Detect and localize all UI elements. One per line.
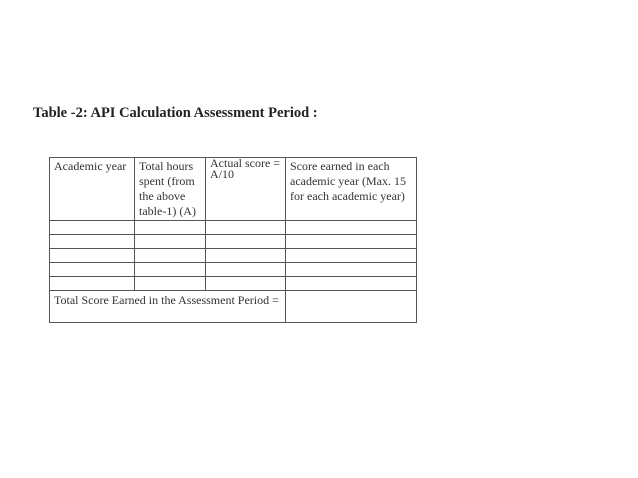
table-cell (206, 263, 286, 277)
table-header-row (50, 158, 417, 221)
table-cell (50, 277, 135, 291)
table-cell (135, 263, 206, 277)
api-calculation-table (49, 157, 417, 323)
table-cell (206, 277, 286, 291)
table-row (50, 235, 417, 249)
table-cell (206, 249, 286, 263)
header-academic-year: Academic year (50, 158, 135, 221)
table-row (50, 277, 417, 291)
table-cell (286, 277, 417, 291)
header-total-hours: Total hours spent (from the above table-1) (A) (135, 158, 206, 221)
total-score-label: Total Score Earned in the Assessment Period = (50, 291, 286, 323)
table-cell (135, 277, 206, 291)
table-cell (50, 221, 135, 235)
total-score-row (50, 291, 417, 323)
table-cell (286, 249, 417, 263)
table-cell (135, 221, 206, 235)
table-row (50, 263, 417, 277)
table-cell (50, 235, 135, 249)
table-title: Table -2: API Calculation Assessment Period : (33, 105, 318, 121)
table-row (50, 221, 417, 235)
total-score-value (286, 291, 417, 323)
table-row (50, 249, 417, 263)
table-cell (135, 235, 206, 249)
table-cell (206, 235, 286, 249)
table-cell (50, 249, 135, 263)
table-cell (206, 221, 286, 235)
table-cell (286, 235, 417, 249)
header-score-earned: Score earned in each academic year (Max. 15 for each academic year) (286, 158, 417, 221)
table-cell (135, 249, 206, 263)
table-cell (50, 263, 135, 277)
table-cell (286, 221, 417, 235)
table-cell (286, 263, 417, 277)
header-actual-score: Actual score = A/10 (206, 158, 286, 221)
